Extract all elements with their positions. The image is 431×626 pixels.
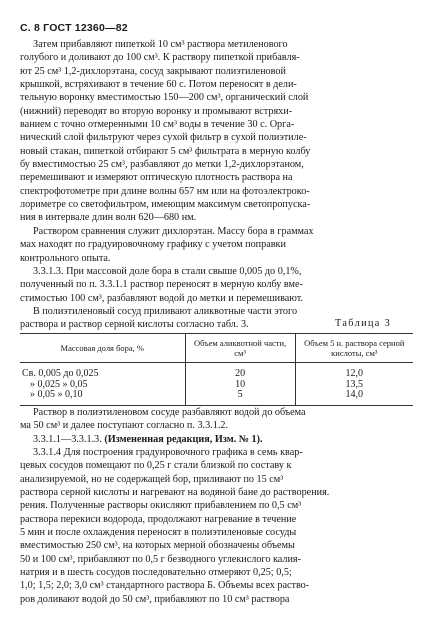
- text-line: лориметре со светофильтром, имеющим максимум светопропуска-: [20, 199, 311, 211]
- section-reference: 3.3.1.1—3.3.1.3.: [33, 433, 102, 445]
- text-line: 5 мин и после охлаждения переносят в полиэтиленовые сосуды: [20, 527, 297, 539]
- text-line: нический слой фильтруют через сухой фильтр в сухой полиэтиле-: [20, 132, 307, 144]
- text-line: раствора перекиси водорода, продолжают нагревание в течение: [20, 513, 297, 525]
- text-line: новый стакан, пипеткой отбирают 5 см³ фильтрата в мерную колбу: [20, 145, 311, 157]
- table-cell: 20: [185, 363, 295, 380]
- table-row: [20, 390, 413, 405]
- text-line: [20, 433, 413, 446]
- text-block-2: [20, 406, 413, 606]
- table-header-row: [20, 334, 413, 363]
- text-line: ния в интервале длин волн 620—680 нм.: [20, 212, 197, 224]
- text-line: ма 50 см³ и далее поступают согласно п. 3.3.1.2.: [20, 420, 229, 432]
- text-line: раствора и раствор серной кислоты согласно табл. 3.: [20, 319, 249, 331]
- text-line: Раствором сравнения служит дихлорэтан. Массу бора в граммах: [33, 225, 314, 237]
- text-line: цевых сосудов помещают по 0,25 г стали близкой по составу к: [20, 460, 292, 472]
- table-row: [20, 363, 413, 380]
- text-line: мах находят по градуировочному графику с учетом поправки: [20, 239, 286, 251]
- table-cell: 13,5: [295, 380, 413, 391]
- table-header-cell: Объем 5 н. раствора серной кислоты, см³: [295, 334, 413, 363]
- text-line: ют 25 см³ 1,2-дихлорэтана, сосуд закрывают полиэтиленовой: [20, 65, 286, 77]
- text-block-1: [20, 38, 413, 332]
- text-line: полученный по п. 3.3.1.1 раствор переносят в мерную колбу вме-: [20, 279, 303, 291]
- text-line: (нижний) переводят во вторую воронку и промывают встряхи-: [20, 105, 293, 117]
- text-line: стимостью 100 см³, разбавляют водой до метки и перемешивают.: [20, 292, 303, 304]
- text-line: ванием с точно отмеренными 10 см³ воды в течение 30 с. Орга-: [20, 119, 295, 131]
- table-title: Таблица 3: [335, 318, 392, 329]
- amendment-note: (Измененная редакция, Изм. № 1).: [104, 433, 263, 445]
- text-line: 1,0; 1,5; 2,0; 3,0 см³ стандартного раствора Б. Объемы всех раство-: [20, 580, 310, 592]
- data-table: [20, 333, 413, 406]
- text-line: перемешивают и измеряют оптическую плотность раствора на: [20, 172, 293, 184]
- text-line: 50 и 100 см³, прибавляют по 0,5 г безводного углекислого калия-: [20, 553, 301, 565]
- text-line: голубого и доливают до 100 см³. К раствору пипеткой прибавля-: [20, 52, 300, 64]
- table-cell: 5: [185, 390, 295, 405]
- text-line: В полиэтиленовый сосуд приливают аликвотные части этого: [33, 305, 298, 317]
- text-line: 3.3.1.3. При массовой доле бора в стали свыше 0,005 до 0,1%,: [33, 265, 302, 277]
- table-header-cell: Объем аликвотной части, см³: [185, 334, 295, 363]
- page-header: С. 8 ГОСТ 12360—82: [20, 22, 128, 34]
- text-line: вместимостью 250 см³, на которых мерной обозначены объемы: [20, 540, 295, 552]
- table-cell: 10: [185, 380, 295, 391]
- text-line: ров доливают водой до 50 см³, прибавляют по 10 см³ раствора: [20, 593, 290, 605]
- text-line: 3.3.1.4 Для построения градуировочного графика в семь квар-: [33, 447, 303, 459]
- text-line: натрия и в шесть сосудов последовательно отмеряют 0,25; 0,5;: [20, 567, 292, 579]
- text-line: Раствор в полиэтиленовом сосуде разбавляют водой до объема: [33, 407, 306, 418]
- text-line: Затем прибавляют пипеткой 10 см³ раствора метиленового: [33, 39, 288, 50]
- text-line: контрольного опыта.: [20, 252, 111, 264]
- text-line: бу вместимостью 25 см³, разбавляют до метки 1,2-дихлорэтаном,: [20, 159, 304, 171]
- text-line: спектрофотометре при длине волны 657 нм или на фотоэлектроко-: [20, 185, 310, 197]
- table-cell: » 0,025 » 0,05: [30, 378, 88, 390]
- text-line: анализируемой, но не содержащей бор, приливают по 15 см³: [20, 473, 284, 485]
- text-line: раствора серной кислоты и нагревают на водяной бане до растворения.: [20, 487, 330, 499]
- table-cell: 14,0: [295, 390, 413, 405]
- text-line: крышкой, встряхивают в течение 60 с. Потом переносят в дели-: [20, 79, 297, 91]
- text-line: тельную воронку вместимостью 150—200 см³, органический слой: [20, 92, 309, 104]
- table-cell: Св. 0,005 до 0,025: [22, 368, 99, 379]
- table-header-cell: Массовая доля бора, %: [20, 334, 185, 363]
- table-cell: » 0,05 » 0,10: [20, 390, 185, 405]
- table-cell: 12,0: [295, 363, 413, 380]
- text-line: рения. Полученные растворы окисляют прибавлением по 0,5 см³: [20, 500, 302, 512]
